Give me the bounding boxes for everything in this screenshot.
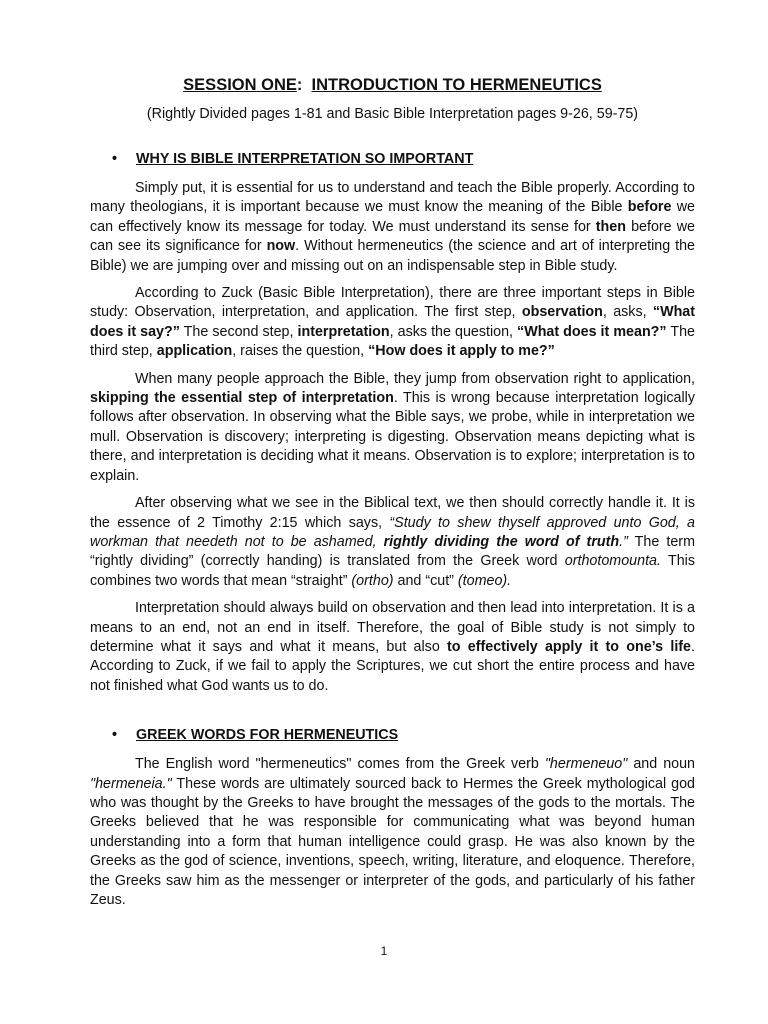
text-run: and “cut”: [393, 572, 458, 589]
title-colon: :: [296, 76, 303, 94]
italic-run: (ortho): [351, 572, 394, 589]
text-run: Simply put, it is essential for us to understand and teach the Bible properly. According to many theologians, it is important because we must know the meaning of the Bible: [90, 180, 695, 216]
text-run: and noun: [627, 756, 695, 773]
document-page: [90, 74, 695, 910]
italic-run: (tomeo).: [457, 572, 512, 589]
text-run: This combines two words that mean “straight”: [90, 553, 695, 589]
bold-run: skipping the essential step of interpretation: [90, 390, 394, 407]
page-number: 1: [380, 944, 388, 958]
bold-run: to effectively apply it to one’s life: [447, 638, 692, 655]
bold-run: before: [627, 199, 672, 216]
paragraph-apply: [90, 599, 695, 696]
paragraph-hermes: [90, 755, 695, 910]
paragraph-essential: [90, 179, 695, 276]
text-run: The third step,: [90, 323, 695, 360]
title-topic: INTRODUCTION TO HERMENEUTICS: [311, 76, 602, 94]
bold-run: application: [156, 343, 233, 360]
bold-run: “What does it mean?”: [517, 323, 667, 340]
bold-run: now: [266, 238, 296, 255]
bold-run: then: [595, 218, 626, 235]
bullet-icon: •: [112, 151, 118, 167]
bold-run: “What does it say?”: [90, 304, 696, 340]
heading-text: WHY IS BIBLE INTERPRETATION SO IMPORTANT: [136, 151, 474, 167]
text-run: The English word "hermeneutics" comes from the Greek verb: [135, 756, 545, 773]
italic-run: "hermeneia.": [90, 775, 172, 792]
text-run: Interpretation should always build on observation and then lead into interpretation. It is a means to an end, not an end in itself. Therefore, the goal of Bible study is not simply to determine what it says and what it means, but also: [90, 600, 695, 655]
bold-run: “How does it apply to me?”: [368, 343, 555, 360]
page-title: [90, 74, 695, 96]
text-run: , asks,: [602, 304, 653, 321]
heading-text: GREEK WORDS FOR HERMENEUTICS: [136, 727, 399, 744]
text-run: before we can see its significance for: [90, 218, 696, 255]
paragraph-skipping: [90, 370, 695, 486]
section-heading-greek: [90, 726, 695, 745]
text-run: When many people approach the Bible, they jump from observation right to application,: [135, 370, 695, 387]
text-run: These words are ultimately sourced back to Hermes the Greek mythological god who was thought by the Greeks to have brought the messages of the gods to the mortals. The Greeks believed that he was responsible for communicating what was beyond human understanding into a form that human intelligence could grasp. He was also known by the Greeks as the god of science, inventions, speech, writing, literature, and eloquence. Therefore, the Greeks saw him as the messenger or interpreter of the gods, and particularly of his father Zeus.: [90, 775, 695, 908]
text-run: According to Zuck (Basic Bible Interpretation), there are three important steps in Bible study: Observation, interpretation, and application. The first step,: [90, 285, 695, 321]
text-run: we can effectively know its message for today. We must understand its sense for: [90, 199, 695, 235]
italic-run: orthotomounta.: [564, 553, 661, 570]
bold-run: interpretation: [297, 323, 390, 340]
bold-run: observation: [521, 304, 603, 321]
section-heading-importance: [90, 150, 695, 169]
text-run: . According to Zuck, if we fail to apply the Scriptures, we cut short the entire process and have not finished what God wants us to do.: [90, 638, 695, 694]
text-run: , raises the question,: [232, 343, 369, 360]
paragraph-three-steps: [90, 284, 695, 362]
text-run: After observing what we see in the Biblical text, we then should correctly handle it. It is the essence of 2 Timothy 2:15 which says,: [90, 495, 695, 531]
italic-run: "hermeneuo": [544, 756, 628, 773]
text-run: . Without hermeneutics (the science and art of interpreting the Bible) we are jumping over and missing out on an indispensable step in Bible study.: [90, 238, 695, 274]
bold-italic-run: rightly dividing the word of truth: [383, 533, 620, 550]
text-run: . This is wrong because interpretation logically follows after observation. In observing what the Bible says, we probe, while in interpretation we mull. Observation is discovery; interpreting is digesting. Observation means depicting what is there, and interpretation is deciding what it means. Observation is to explore; interpretation is to explain.: [90, 390, 695, 484]
italic-run: .”: [619, 533, 628, 550]
title-session: SESSION ONE: [183, 76, 297, 94]
text-run: The second step,: [179, 323, 298, 340]
paragraph-timothy: [90, 494, 695, 591]
bullet-icon: •: [112, 727, 118, 744]
italic-run: “Study to shew thyself approved unto God, a workman that needeth not to be ashamed,: [90, 514, 696, 550]
text-run: , asks the question,: [389, 323, 518, 340]
page-subtitle: (Rightly Divided pages 1-81 and Basic Bible Interpretation pages 9-26, 59-75): [146, 106, 639, 122]
text-run: The term “rightly dividing” (correctly handing) is translated from the Greek word: [90, 533, 695, 570]
